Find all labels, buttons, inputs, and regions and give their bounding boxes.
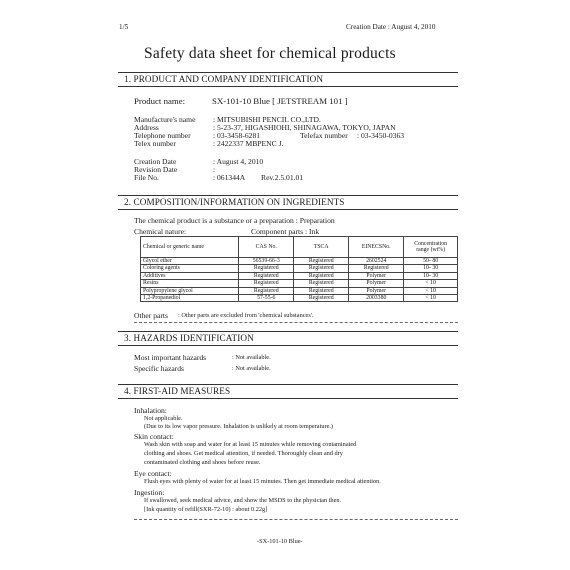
- cell-tsca: Registered: [294, 287, 349, 294]
- cell-concentration: 10- 30: [404, 272, 458, 279]
- header-einecs: EINECSNo.: [349, 237, 404, 258]
- eye-contact-label: Eye contact:: [134, 469, 172, 478]
- revision-date-value: :: [213, 165, 216, 174]
- revision-date-label: Revision Date: [134, 165, 178, 174]
- cell-concentration: < 10: [404, 295, 458, 302]
- most-important-hazards-label: Most important hazards: [134, 353, 207, 362]
- cell-cas: Registered: [239, 287, 294, 294]
- header-creation-date: Creation Date : August 4, 2010: [346, 23, 436, 31]
- footer-product-code: -SX-101-10 Blue-: [257, 538, 303, 545]
- product-name-label: Product name:: [134, 96, 186, 106]
- file-number-label: File No.: [134, 173, 159, 182]
- inhalation-label: Inhalation:: [134, 406, 167, 415]
- other-parts-text: : Other parts are excluded from 'chemical substances'.: [178, 312, 314, 319]
- cell-name: 1,2-Propanediol: [141, 295, 239, 302]
- inhalation-line-2: (Due to its low vapor pressure. Inhalation is unlikely at room temperature.): [144, 423, 334, 430]
- skin-line-3: contaminated clothing and shoes before reuse.: [144, 459, 261, 466]
- cell-concentration: < 10: [404, 280, 458, 287]
- section-4-heading: [118, 384, 458, 399]
- cell-name: Glycol ether: [141, 258, 239, 265]
- telex-value: : 2422337 MBPENC J.: [213, 139, 284, 148]
- dashed-divider: [134, 322, 458, 323]
- section-2-heading: [118, 195, 458, 210]
- table-header-row: [141, 237, 458, 258]
- header-concentration-line-1: Concentration: [414, 240, 448, 247]
- cell-einecs: Polymer: [349, 272, 404, 279]
- header-cas: CAS No.: [239, 237, 294, 258]
- cell-einecs: Polymer: [349, 280, 404, 287]
- cell-tsca: Registered: [294, 280, 349, 287]
- cell-name: Polypropylene glycol: [141, 287, 239, 294]
- header-tsca: TSCA: [294, 237, 349, 258]
- revision-code: Rev.2.5.01.01: [261, 173, 304, 182]
- cell-cas: 57-55-6: [239, 295, 294, 302]
- specific-hazards-value: : Not available.: [232, 365, 271, 372]
- cell-cas: Registered: [239, 272, 294, 279]
- dashed-divider: [134, 519, 458, 520]
- file-number-value: : 061344A: [213, 173, 246, 182]
- header-concentration-label: [414, 241, 447, 254]
- header-concentration: [404, 237, 458, 258]
- cell-cas: Registered: [239, 265, 294, 272]
- component-parts-label: Component parts : Ink: [251, 227, 320, 236]
- inhalation-line-1: Not applicable.: [144, 415, 183, 422]
- header-chemical-name: Chemical or generic name: [141, 237, 239, 258]
- table-row: [141, 265, 458, 272]
- creation-date-value: : August 4, 2010: [213, 157, 264, 166]
- product-name-value: SX-101-10 Blue [ JETSTREAM 101 ]: [212, 96, 348, 106]
- section-3-heading: [118, 331, 458, 346]
- section-1-title: 1. PRODUCT AND COMPANY IDENTIFICATION: [124, 74, 324, 84]
- telefax-label: Telefax number: [300, 131, 348, 140]
- telefax-value: : 03-3450-0363: [357, 131, 405, 140]
- cell-concentration: 10- 30: [404, 265, 458, 272]
- section-4-title: 4. FIRST-AID MEASURES: [124, 386, 231, 396]
- document-title: Safety data sheet for chemical products: [144, 45, 396, 62]
- cell-einecs: 2602524: [349, 258, 404, 265]
- table-row: [141, 287, 458, 294]
- section-1-heading: [118, 72, 458, 87]
- cell-name: Additives: [141, 272, 239, 279]
- specific-hazards-label: Specific hazards: [134, 364, 184, 373]
- skin-line-1: Wash skin with soap and water for at least 15 minutes while removing contaminated: [144, 441, 357, 448]
- telephone-label: Telephone number: [134, 131, 191, 140]
- cell-tsca: Registered: [294, 295, 349, 302]
- cell-einecs: Polymer: [349, 287, 404, 294]
- section-3-title: 3. HAZARDS IDENTIFICATION: [124, 333, 254, 343]
- cell-einecs: Registered: [349, 265, 404, 272]
- cell-concentration: 50- 80: [404, 258, 458, 265]
- telephone-value: : 03-3458-6281: [213, 131, 261, 140]
- ingestion-line-1: If swallowed, seek medical advice, and show the MSDS to the physician then.: [144, 497, 342, 504]
- cell-tsca: Registered: [294, 265, 349, 272]
- address-value: : 5-23-37, HIGASHIOHI, SHINAGAWA, TOKYO, JAPAN: [213, 123, 396, 132]
- manufacturer-label: Manufacture's name: [134, 115, 196, 124]
- other-parts-label: Other parts: [134, 311, 168, 320]
- eye-line-1: Flush eyes with plenty of water for at least 15 minutes. Then get immediate medical attention.: [144, 478, 381, 485]
- most-important-hazards-value: : Not available.: [232, 354, 271, 361]
- ingestion-line-2: [Ink quantity of refill(SXR-72-10) : about 0.22g]: [144, 506, 268, 513]
- page-number: 1/5: [119, 23, 129, 31]
- skin-line-2: clothing and shoes. Get medical attention, if needed. Thoroughly clean and dry: [144, 450, 343, 457]
- table-row: [141, 295, 458, 302]
- header-concentration-line-2: range (wt%): [416, 247, 446, 253]
- cell-concentration: < 10: [404, 287, 458, 294]
- cell-einecs: 2003380: [349, 295, 404, 302]
- address-label: Address: [134, 123, 159, 132]
- cell-name: Coloring agents: [141, 265, 239, 272]
- chemical-nature-label: Chemical nature:: [134, 227, 187, 236]
- ingredients-table: [140, 236, 458, 302]
- section-2-title: 2. COMPOSITION/INFORMATION ON INGREDIENTS: [124, 197, 345, 207]
- cell-tsca: Registered: [294, 272, 349, 279]
- ingestion-label: Ingestion:: [134, 488, 165, 497]
- cell-cas: 56539-66-3: [239, 258, 294, 265]
- skin-contact-label: Skin contact:: [134, 432, 174, 441]
- table-row: [141, 280, 458, 287]
- substance-or-preparation: The chemical product is a substance or a preparation : Preparation: [134, 216, 335, 225]
- cell-cas: Registered: [239, 280, 294, 287]
- creation-date-label: Creation Date: [134, 157, 177, 166]
- cell-name: Resins: [141, 280, 239, 287]
- cell-tsca: Registered: [294, 258, 349, 265]
- table-row: [141, 272, 458, 279]
- telex-label: Telex number: [134, 139, 176, 148]
- manufacturer-value: : MITSUBISHI PENCIL CO.,LTD.: [213, 115, 321, 124]
- table-row: [141, 258, 458, 265]
